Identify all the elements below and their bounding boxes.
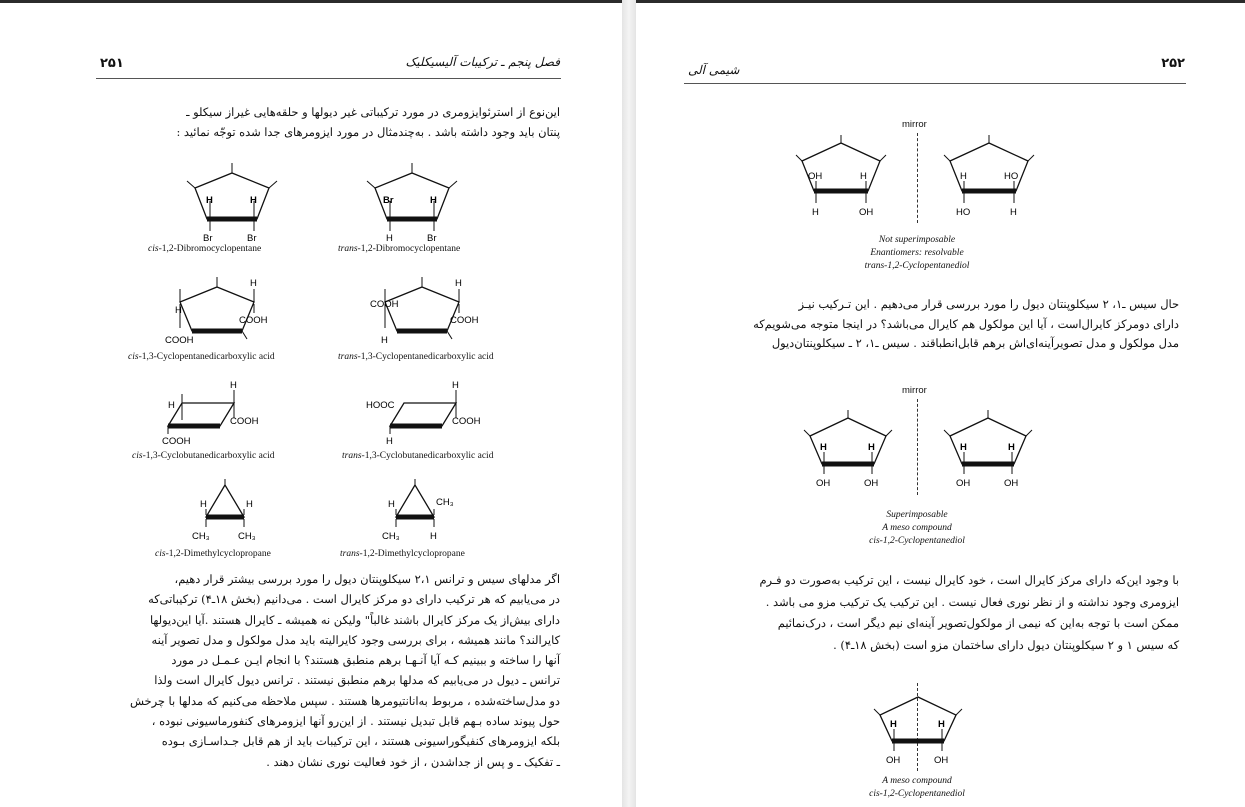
figure2-caption: Superimposable A meso compound cis-1,2-Cyclopentanediol <box>869 510 965 546</box>
caption-cis-cyclobutanedicarboxylic: cis-1,3-Cyclobutanedicarboxylic acid <box>132 451 275 461</box>
atom-label: H <box>960 442 967 453</box>
mirror-label: mirror <box>902 385 927 396</box>
atom-label: COOH <box>239 315 268 326</box>
text-line: با وجود این‌که دارای مرکز کایرال است ، خود کایرال نیست ، این ترکیب به‌صورت دو فـرم <box>759 573 1179 587</box>
atom-label: H <box>386 233 393 241</box>
paragraph-2 <box>699 570 1179 657</box>
trans-dibromocyclopentane-structure <box>350 161 500 241</box>
atom-label: Br <box>247 233 257 241</box>
cis-dibromocyclopentane-structure <box>170 161 320 241</box>
body-paragraph <box>90 569 560 772</box>
atom-label: OH <box>864 478 879 489</box>
atom-label: H <box>388 499 395 510</box>
atom-label: H <box>820 442 827 453</box>
figure1-caption: Not superimposable Enantiomers: resolvable trans-1,2-Cyclopentanediol <box>864 235 970 271</box>
text-line: اگر مدلهای سیس و ترانس ۲،۱ سیکلوپنتان دیول را مورد بررسی بیشتر قرار دهیم، <box>174 572 560 586</box>
text-line: ایزومری وجود نداشته و از نظر نوری فعال نیست . این ترکیب یک ترکیب مزو می باشد . <box>765 594 1179 609</box>
figure3-caption: A meso compound cis-1,2-Cyclopentanediol <box>869 776 965 799</box>
atom-label: H <box>430 531 437 542</box>
header-rule <box>684 83 1186 84</box>
atom-label: COOH <box>450 315 479 326</box>
text-line: بلکه ایزومرهای کنفیگوراسیونی هستند ، این ترکیبات باید از هم قابل جـداسـازی بـوده <box>161 734 560 749</box>
atom-label: COOH <box>452 416 481 427</box>
atom-label: OH <box>886 755 901 766</box>
atom-label: OH <box>1004 478 1019 489</box>
text-line: دو مدل‌ساخته‌شده ، مربوط به‌انانتیومرها هستند . سپس ملاحظه می‌کنیم که مدلها با چرخش <box>130 693 560 708</box>
intro-paragraph <box>90 103 560 142</box>
caption-trans-dimethylcyclopropane: trans-1,2-Dimethylcyclopropane <box>340 549 465 559</box>
atom-label: H <box>455 278 462 289</box>
trans-dimethylcyclopropane-structure <box>370 477 490 547</box>
atom-label: OH <box>956 478 971 489</box>
trans-diol-structure-right <box>934 133 1054 223</box>
trans-cyclopentanedicarboxylic-structure <box>360 273 510 351</box>
mirror-line <box>917 133 918 223</box>
text-line: مدل مولکول و مدل تصویرآینه‌ای‌اش برهم قابل‌انطباقند . سیس ـ۱، ۲ ـ سیکلوپنتان‌دیول <box>771 336 1179 351</box>
cis-cyclobutanedicarboxylic-structure <box>150 378 300 450</box>
text-line: حال سیس ـ۱، ۲ سیکلوپنتان دیول را مورد بررسی قرار می‌دهیم . این تـرکیب نیـز <box>798 297 1179 311</box>
header-rule <box>96 78 561 79</box>
atom-label: OH <box>808 171 823 182</box>
atom-label: H <box>200 499 207 510</box>
text-line: دارای دومرکز کایرال‌است ، آیا این مولکول هم کایرال می‌باشد؟ در اینجا متوجه می‌شویم‌که <box>753 316 1179 331</box>
atom-label: H <box>230 380 237 391</box>
page-number-right: ۲۵۲ <box>1161 56 1185 71</box>
text-line: ـ تفکیک ـ و پس از جداشدن ، از خود فعالیت نوری نشان دهند . <box>266 754 560 769</box>
text-line: دارای بیش‌از یک مرکز کایرال باشند غالباً" ولیکن نه همیشه ـ کایرال هستند .آیا این‌دیولها <box>149 612 560 627</box>
caption-cis-dimethylcyclopropane: cis-1,2-Dimethylcyclopropane <box>155 549 271 559</box>
cis-diol-structure-right <box>936 408 1051 496</box>
atom-label: COOH <box>370 299 399 310</box>
atom-label: HO <box>956 207 971 218</box>
atom-label: COOH <box>230 416 259 427</box>
atom-label: H <box>250 278 257 289</box>
atom-label: H <box>938 719 945 730</box>
caption-cis-cyclopentanedicarboxylic: cis-1,3-Cyclopentanedicarboxylic acid <box>128 352 275 362</box>
chapter-header: فصل پنجم ـ ترکیبات آلیسیکلیک <box>405 55 560 69</box>
text-line: ترانس ـ دیول در می‌یابیم که مدلها برهم منطبق نیستند . ترانس دیول کایرال است ولذا <box>154 673 560 688</box>
trans-cyclobutanedicarboxylic-structure <box>362 378 512 450</box>
meso-diol-structure <box>866 691 981 773</box>
right-page <box>636 0 1245 807</box>
atom-label: H <box>960 171 967 182</box>
atom-label: OH <box>859 207 874 218</box>
atom-label: H <box>860 171 867 182</box>
left-page <box>0 0 622 807</box>
atom-label: HOOC <box>366 400 395 411</box>
cis-dimethylcyclopropane-structure <box>180 477 300 547</box>
atom-label: OH <box>816 478 831 489</box>
atom-label: COOH <box>162 436 191 447</box>
atom-label: CH₃ <box>238 531 256 542</box>
book-spine <box>622 0 636 807</box>
page-number-left: ۲۵۱ <box>100 56 124 71</box>
atom-label: H <box>890 719 897 730</box>
text-line: آنها را ساخته و ببینیم کـه آیا آنـهـا برهم منطبق هستند؟ با انجام ایـن عـمـل در مورد <box>171 653 560 668</box>
cis-cyclopentanedicarboxylic-structure <box>155 273 305 351</box>
atom-label: H <box>812 207 819 218</box>
mirror-label: mirror <box>902 119 927 130</box>
atom-label: H <box>246 499 253 510</box>
atom-label: H <box>430 195 437 206</box>
atom-label: H <box>250 195 257 206</box>
text-line: پنتان باید وجود داشته باشد . به‌چندمثال در مورد ایزومرهای جدا شده توجّه نمائید : <box>176 124 560 139</box>
text-line: حول پیوند ساده بـهم قابل تبدیل نیستند . از این‌رو آنها ایزومرهای کنفورماسیونی نبوده ، <box>151 714 560 729</box>
atom-label: CH₃ <box>382 531 400 542</box>
text-line: که سیس ۱ و ۲ سیکلوپنتان دیول دارای ساختمان مزو است (بخش ۱۸ـ۴) . <box>833 638 1179 653</box>
atom-label: H <box>1008 442 1015 453</box>
atom-label: H <box>386 436 393 447</box>
text-line: این‌نوع از استرئوایزومری در مورد ترکیباتی غیر دیولها و حلقه‌هایی غیراز سیکلو ـ <box>186 105 560 119</box>
atom-label: COOH <box>165 335 194 346</box>
atom-label: H <box>381 335 388 346</box>
trans-diol-structure-left <box>786 133 906 223</box>
text-line: کایرالند؟ مانند همیشه ، برای بررسی وجود کایرالیته باید مدل مولکول و مدل تصویر آینه <box>151 632 560 647</box>
atom-label: OH <box>934 755 949 766</box>
text-line: ممکن است با توجه به‌این که نیمی از مولکول‌تصویر آینه‌ای نیم دیگر است ، درک‌نمائیم <box>777 616 1179 631</box>
paragraph-1 <box>699 295 1179 354</box>
text-line: در می‌یابیم که هر ترکیب دارای دو مرکز کایرال است . می‌دانیم (بخش ۱۸ـ۴) ترکیباتی‌که <box>148 592 560 607</box>
atom-label: Br <box>427 233 437 241</box>
atom-label: HO <box>1004 171 1019 182</box>
atom-label: H <box>206 195 213 206</box>
atom-label: CH₃ <box>436 497 454 508</box>
caption-trans-dibromo: trans-1,2-Dibromocyclopentane <box>338 244 461 254</box>
atom-label: H <box>175 305 182 316</box>
mirror-line <box>917 399 918 495</box>
atom-label: H <box>1010 207 1017 218</box>
atom-label: Br <box>203 233 213 241</box>
caption-trans-cyclobutanedicarboxylic: trans-1,3-Cyclobutanedicarboxylic acid <box>342 451 494 461</box>
atom-label: Br <box>383 195 394 206</box>
atom-label: H <box>168 400 175 411</box>
atom-label: H <box>452 380 459 391</box>
caption-cis-dibromo: cis-1,2-Dibromocyclopentane <box>148 244 262 254</box>
caption-trans-cyclopentanedicarboxylic: trans-1,3-Cyclopentanedicarboxylic acid <box>338 352 494 362</box>
atom-label: H <box>868 442 875 453</box>
atom-label: CH₃ <box>192 531 210 542</box>
cis-diol-structure-left <box>796 408 911 496</box>
book-title-header: شیمی آلی <box>688 63 740 77</box>
